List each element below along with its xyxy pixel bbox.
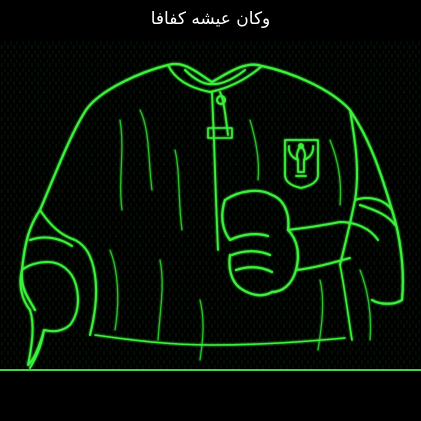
caption-text: وكان عيشه كفافا: [150, 9, 271, 29]
background-texture: [0, 40, 421, 370]
edge-detected-figure: [0, 40, 421, 380]
ground-line: [0, 369, 421, 371]
bottom-strip: [0, 369, 421, 421]
